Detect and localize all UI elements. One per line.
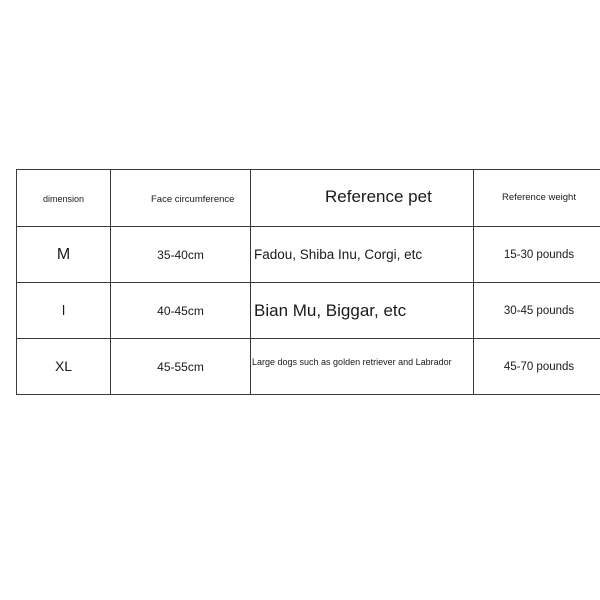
weight-cell [474, 227, 600, 283]
circumference-value: 45-55cm [157, 359, 204, 374]
header-dimension-cell [17, 170, 111, 227]
header-dimension: dimension [42, 194, 85, 204]
weight-cell [474, 283, 600, 339]
size-chart-table [16, 169, 600, 395]
circumference-cell [111, 283, 251, 339]
reference-pet-value: Fadou, Shiba Inu, Corgi, etc [254, 247, 423, 262]
weight-value: 30-45 pounds [503, 304, 575, 317]
header-reference-pet: Reference pet [325, 186, 432, 206]
weight-value: 15-30 pounds [503, 248, 575, 261]
header-pet-cell [251, 170, 474, 227]
size-label: l [61, 301, 66, 318]
table-row [17, 227, 600, 283]
circumference-value: 40-45cm [157, 303, 204, 318]
weight-cell [474, 339, 600, 395]
header-face-circumference: Face circumference [151, 194, 235, 205]
weight-value: 45-70 pounds [503, 360, 575, 373]
table-header-row [17, 170, 600, 227]
size-label: M [56, 245, 71, 263]
size-cell [17, 283, 111, 339]
header-reference-weight: Reference weight [502, 191, 576, 203]
pet-cell [251, 283, 474, 339]
reference-pet-value: Bian Mu, Biggar, etc [254, 300, 407, 320]
circumference-value: 35-40cm [157, 247, 204, 262]
reference-pet-value: Large dogs such as golden retriever and Labrador [252, 356, 452, 367]
header-weight-cell [474, 170, 600, 227]
pet-cell [251, 339, 474, 395]
table-row [17, 283, 600, 339]
size-cell [17, 339, 111, 395]
circumference-cell [111, 227, 251, 283]
size-cell [17, 227, 111, 283]
table-row [17, 339, 600, 395]
pet-cell [251, 227, 474, 283]
circumference-cell [111, 339, 251, 395]
header-face-cell [111, 170, 251, 227]
size-label: XL [54, 357, 73, 374]
